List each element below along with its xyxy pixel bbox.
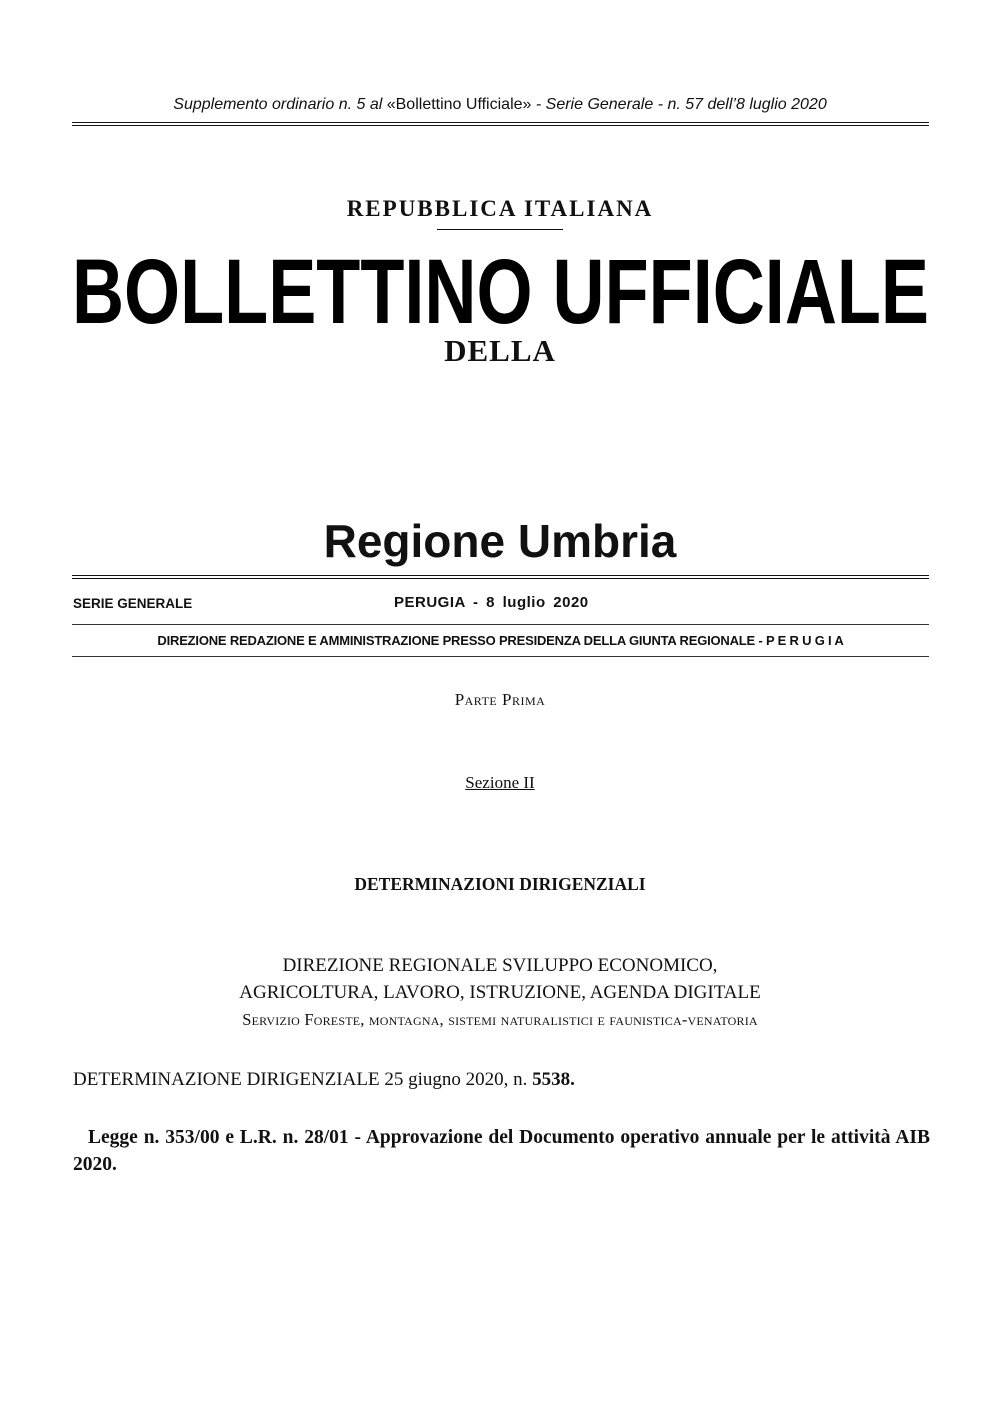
bollettino-ufficiale-title bbox=[72, 246, 929, 336]
direzione-regionale-line-2: AGRICOLTURA, LAVORO, ISTRUZIONE, AGENDA DIGITALE bbox=[239, 982, 761, 1003]
servizio-label: Servizio Foreste, montagna, sistemi naturalistici e faunistica-venatoria bbox=[242, 1010, 758, 1029]
direzione-regionale-line-1: DIREZIONE REGIONALE SVILUPPO ECONOMICO, bbox=[282, 955, 718, 976]
sezione-label: Sezione II bbox=[465, 773, 535, 792]
bollettino-title-text: BOLLETTINO UFFICIALE bbox=[72, 246, 929, 336]
info-rule-top-2 bbox=[72, 578, 929, 579]
luogo-data: PERUGIA - 8 luglio 2020 bbox=[394, 594, 589, 611]
determinazione-numero: 5538. bbox=[532, 1069, 575, 1090]
info-rule-middle bbox=[72, 624, 929, 625]
determinazione-line bbox=[73, 1069, 575, 1091]
header-rule-bottom bbox=[72, 125, 929, 126]
regione-title: Regione Umbria bbox=[323, 515, 677, 567]
parte-label: Parte Prima bbox=[454, 690, 546, 709]
supplement-header bbox=[0, 96, 1000, 114]
bollettino-title-svg bbox=[72, 246, 929, 336]
oggetto-title: Legge n. 353/00 e L.R. n. 28/01 - Approvazione del Documento operativo annuale per le attività AIB 2020. bbox=[73, 1127, 930, 1175]
supplement-text-3: - Serie Generale - n. 57 dell’8 luglio 2020 bbox=[531, 96, 827, 113]
determinazione-prefix: DETERMINAZIONE DIRIGENZIALE 25 giugno 2020, n. bbox=[73, 1069, 533, 1090]
della-label: DELLA bbox=[444, 333, 556, 368]
supplement-text-1: Supplemento ordinario n. 5 al bbox=[173, 96, 387, 113]
serie-label: SERIE GENERALE bbox=[73, 596, 193, 611]
repubblica-italiana: REPUBBLICA ITALIANA bbox=[346, 196, 654, 221]
supplement-text-2: «Bollettino Ufficiale» bbox=[386, 96, 532, 113]
determinazioni-heading: DETERMINAZIONI DIRIGENZIALI bbox=[354, 874, 646, 894]
direzione-redazione: DIREZIONE REDAZIONE E AMMINISTRAZIONE PRESSO PRESIDENZA DELLA GIUNTA REGIONALE - P E R U G I A bbox=[157, 633, 844, 648]
repubblica-underline bbox=[437, 229, 563, 230]
header-rule-top bbox=[72, 122, 929, 123]
info-rule-bottom bbox=[72, 656, 929, 657]
info-rule-top bbox=[72, 575, 929, 576]
